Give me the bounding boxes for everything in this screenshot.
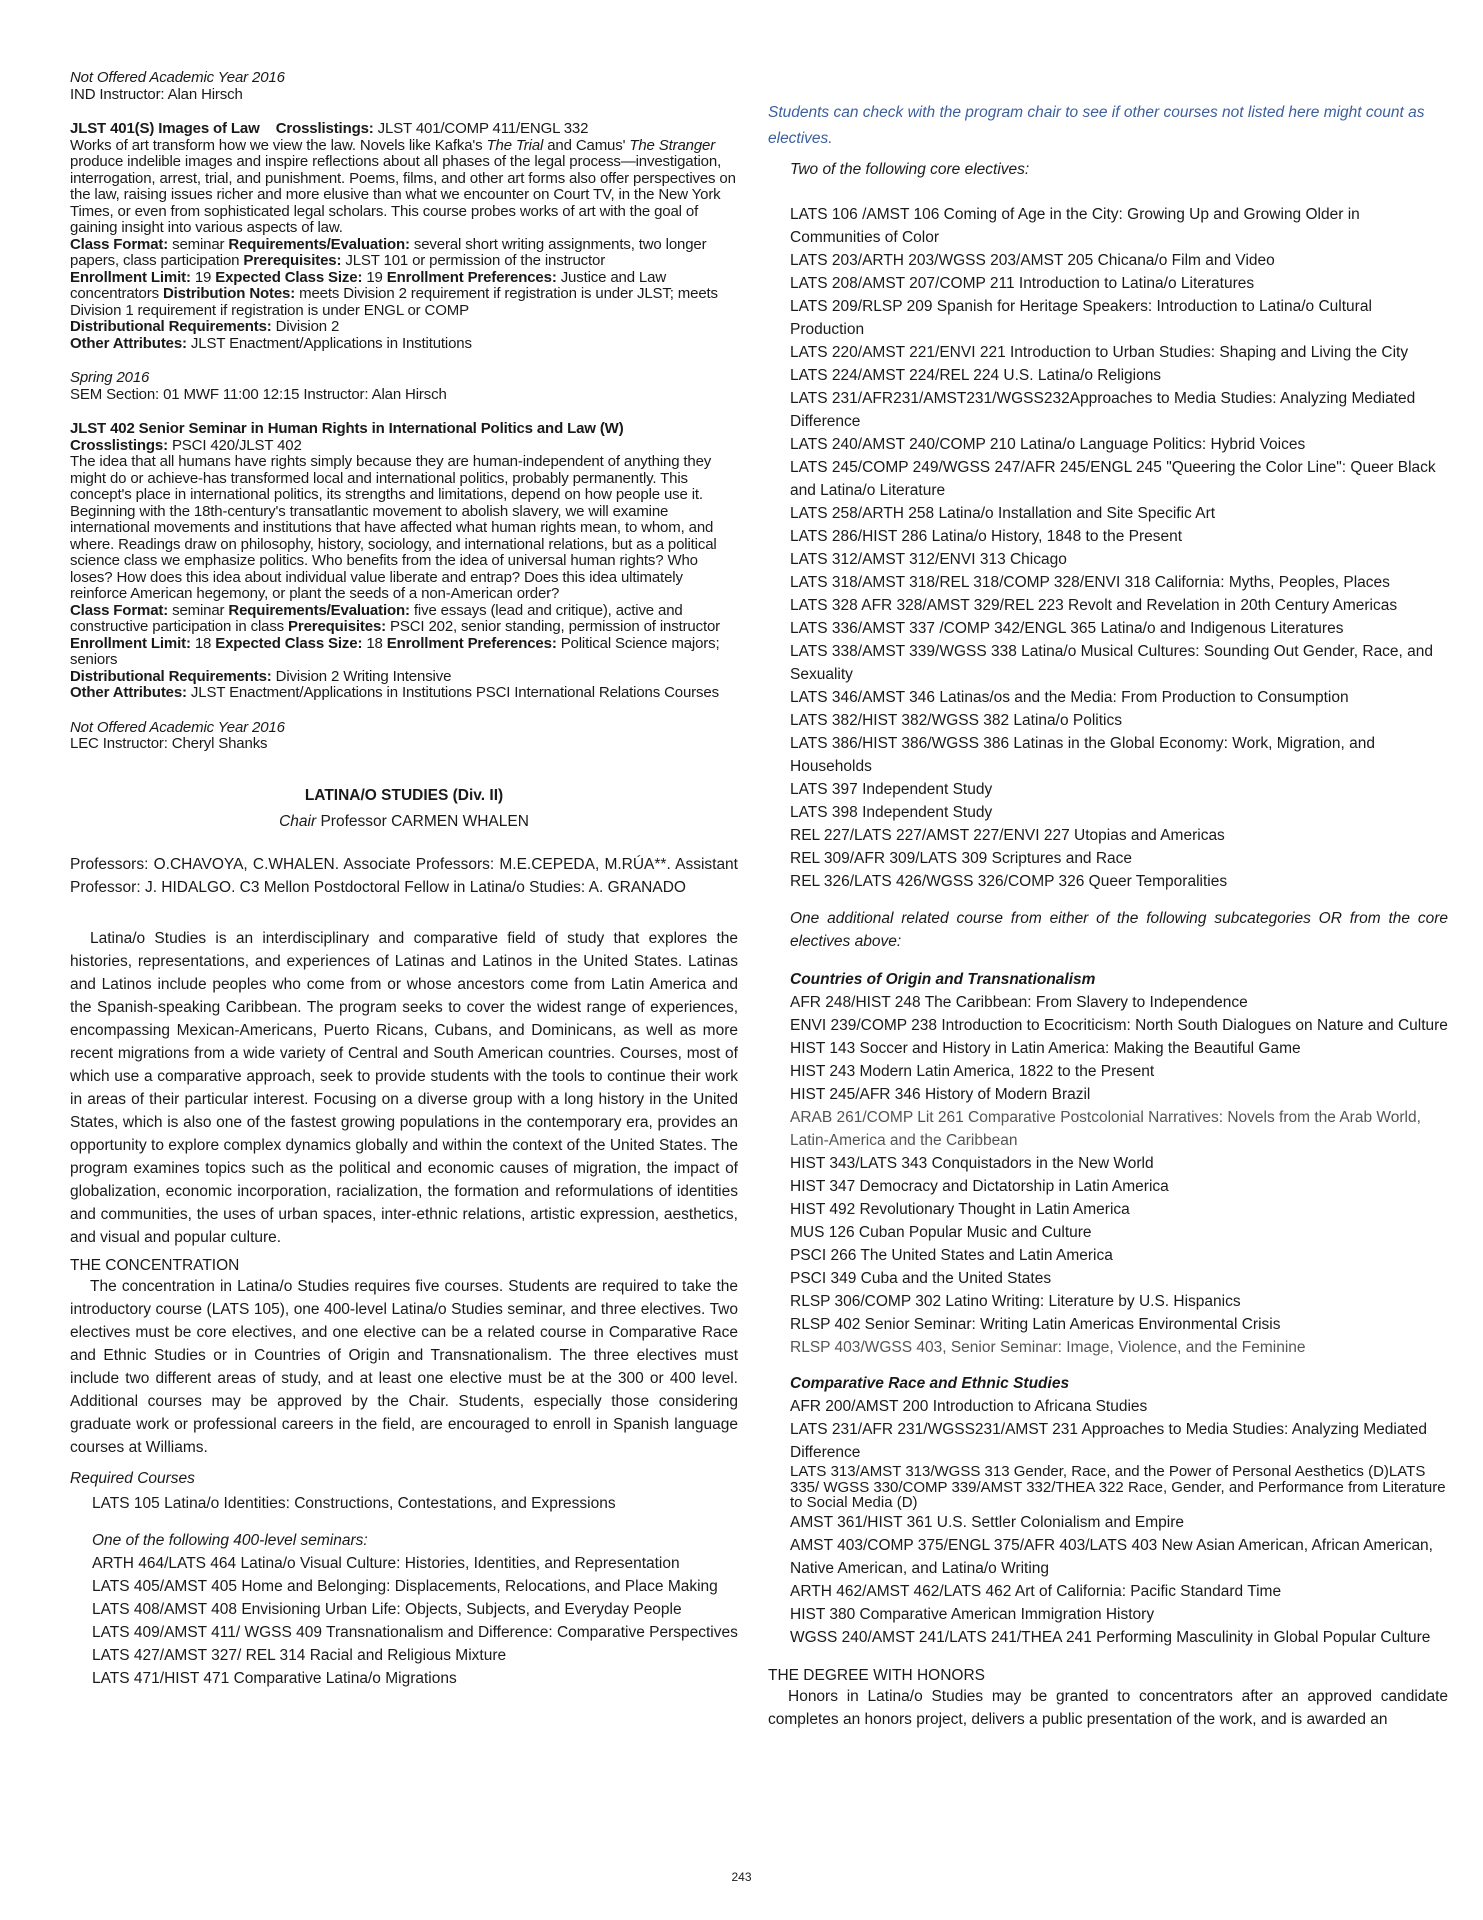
section-title: LATINA/O STUDIES (Div. II) (304, 786, 504, 804)
offering-line: SEM Section: 01 MWF 11:00 12:15 Instructor: Alan Hirsch (70, 385, 447, 403)
list-item: LATS 338/AMST 339/WGSS 338 Latina/o Musical Cultures: Sounding Out Gender, Race, and Sexuality (790, 643, 1434, 683)
course-description: Works of art transform how we view the law. Novels like Kafka's The Trial and Camus' The Stranger produce indelible images and inspire reflections about all phases of the legal process—investigation, interrogation, arrest, trial, and punishment. Poems, films, and other art forms also offer perspectives on the law, raising issues richer and more elusive than what we encounter on Court TV, in the New York Times, or even from sophisticated legal scholars. This course probes works of art with the goal of gaining insight into various aspects of law. (70, 136, 736, 236)
list-item: LATS 286/HIST 286 Latina/o History, 1848 to the Present (790, 528, 1183, 545)
list-item: LATS 398 Independent Study (790, 804, 993, 821)
list-item: LATS 409/AMST 411/ WGSS 409 Transnationalism and Difference: Comparative Perspectives (92, 1623, 738, 1641)
sem-offering (70, 370, 738, 403)
honors-paragraph: Honors in Latina/o Studies may be granted to concentrators after an approved candidate completes an honors project, delivers a public presentation of the work, and is awarded an (768, 1687, 1448, 1728)
chair-note: Students can check with the program chair to see if other courses not listed here might count as electives. (768, 104, 1425, 147)
distribution-line: Distributional Requirements: Division 2 (70, 318, 340, 335)
list-item: PSCI 266 The United States and Latin America (790, 1247, 1113, 1264)
list-item: AMST 403/COMP 375/ENGL 375/AFR 403/LATS 403 New Asian American, African American, Native American, and Latina/o Writing (790, 1536, 1433, 1577)
course-code: JLST 401(S) Images of Law (70, 120, 260, 137)
offering-status: Spring 2016 (70, 369, 150, 386)
required-course: LATS 105 Latina/o Identities: Constructions, Contestations, and Expressions (92, 1494, 616, 1512)
list-item: LATS 312/AMST 312/ENVI 313 Chicago (790, 551, 1067, 568)
list-item: LATS 336/AMST 337 /COMP 342/ENGL 365 Latina/o and Indigenous Literatures (790, 620, 1344, 637)
honors-heading: THE DEGREE WITH HONORS (768, 1666, 986, 1684)
list-item: REL 227/LATS 227/AMST 227/ENVI 227 Utopias and Americas (790, 827, 1225, 844)
related-heading: One additional related course from either of the following subcategories OR from the core electives above: (790, 910, 1448, 950)
countries-list (768, 991, 1448, 1359)
list-item: LATS 231/AFR231/AMST231/WGSS232Approaches to Media Studies: Analyzing Mediated Difference (790, 390, 1416, 430)
left-column (70, 70, 738, 1690)
intro-paragraph: Latina/o Studies is an interdisciplinary and comparative field of study that explores the histories, representations, and experiences of Latinas and Latinos in the United States. Latinas and Latinos include peoples who come from or whose ancestors come from Latin America and the Spanish-speaking Caribbean. The program seeks to cover the widest range of experiences, encompassing Mexican-Americans, Puerto Ricans, Cubans, and Dominicans, as well as more recent migrations from a wide variety of Central and South American countries. Courses, most of which use a comparative approach, seek to provide students with the tools to continue their work in areas of their particular interest. Focusing on a diverse group with a long history in the United States, which is also one of the fastest growing populations in the contemporary era, provides an opportunity to explore complex dynamics globally and within the context of the United States. The program examines topics such as the political and economic causes of migration, the impact of globalization, economic incorporation, racialization, the formation and reformulations of identities and communities, the uses of urban spaces, inter-ethnic relations, artistic expression, aesthetics, and visual and popular culture. (70, 929, 738, 1246)
list-item: LATS 231/AFR 231/WGSS231/AMST 231 Approaches to Media Studies: Analyzing Mediated Difference (790, 1421, 1428, 1461)
list-item: LATS 405/AMST 405 Home and Belonging: Displacements, Relocations, and Place Making (92, 1577, 718, 1595)
offering-line: IND Instructor: Alan Hirsch (70, 85, 243, 103)
list-item: HIST 143 Soccer and History in Latin America: Making the Beautiful Game (790, 1040, 1301, 1057)
page-number: 243 (731, 1870, 752, 1884)
right-column (768, 100, 1448, 1731)
list-item: HIST 343/LATS 343 Conquistadors in the New World (790, 1155, 1154, 1172)
core-electives-list (768, 203, 1448, 893)
list-item: LATS 203/ARTH 203/WGSS 203/AMST 205 Chicana/o Film and Video (790, 252, 1275, 269)
list-item: LATS 408/AMST 408 Envisioning Urban Life: Objects, Subjects, and Everyday People (92, 1600, 682, 1618)
list-item: LATS 346/AMST 346 Latinas/os and the Media: From Production to Consumption (790, 689, 1349, 706)
crosslistings-label: Crosslistings: (70, 436, 168, 454)
ind-offering (70, 70, 738, 103)
list-item: LATS 318/AMST 318/REL 318/COMP 328/ENVI 318 California: Myths, Peoples, Places (790, 574, 1390, 591)
list-item: REL 309/AFR 309/LATS 309 Scriptures and Race (790, 850, 1133, 867)
course-code: JLST 402 Senior Seminar in Human Rights in International Politics and Law (W) (70, 420, 624, 437)
core-heading: Two of the following core electives: (790, 161, 1030, 178)
course-details: Class Format: seminar Requirements/Evaluation: several short writing assignments, two longer papers, class participation Prerequisites: JLST 101 or permission of the instructor Enrollment Limit: 19 Expected Class Size: 19 Enrollment Preferences: Justice and Law concentrators Distribution Notes: meets Division 2 requirement if registration is under JLST; meets Division 1 requirement if registration is under ENGL or COMP (70, 235, 718, 319)
list-item: AFR 200/AMST 200 Introduction to Africana Studies (790, 1398, 1148, 1415)
list-item: PSCI 349 Cuba and the United States (790, 1270, 1052, 1287)
list-item: LATS 313/AMST 313/WGSS 313 Gender, Race, and the Power of Personal Aesthetics (D)LATS 335/ WGSS 330/COMP 339/AMST 332/THEA 322 Race, Gender, and Performance from Literature to Social Media (D) (790, 1463, 1446, 1511)
course-description: The idea that all humans have rights simply because they are human-independent of anything they might do or achieve-has transformed local and international politics, probably permanently. This concept's place in international politics, its strengths and limitations, depend on how people use it. Beginning with the 18th-century's transatlantic movement to abolish slavery, we will examine international movements and institutions that have affected what human rights mean, to whom, and where. Readings draw on philosophy, history, sociology, and international relations, but as a political science class we emphasize politics. Who benefits from the idea of universal human rights? Who loses? How does this idea about individual value liberate and entrap? Does this idea ultimately reinforce American hegemony, or plant the seeds of a non-American order? (70, 453, 717, 602)
list-item: ARAB 261/COMP Lit 261 Comparative Postcolonial Narratives: Novels from the Arab World, Latin-America and the Caribbean (790, 1109, 1421, 1149)
countries-heading: Countries of Origin and Transnationalism (790, 971, 1096, 988)
list-item: LATS 209/RLSP 209 Spanish for Heritage Speakers: Introduction to Latina/o Cultural Production (790, 298, 1372, 338)
faculty-list: Professors: O.CHAVOYA, C.WHALEN. Associate Professors: M.E.CEPEDA, M.RÚA**. Assistant Professor: J. HIDALGO. C3 Mellon Postdoctoral Fellow in Latina/o Studies: A. GRANADO (70, 855, 738, 896)
seminars-list (70, 1552, 738, 1690)
list-item: LATS 220/AMST 221/ENVI 221 Introduction to Urban Studies: Shaping and Living the City (790, 344, 1409, 361)
list-item: LATS 427/AMST 327/ REL 314 Racial and Religious Mixture (92, 1646, 507, 1664)
lec-offering (70, 720, 738, 753)
list-item: RLSP 306/COMP 302 Latino Writing: Literature by U.S. Hispanics (790, 1293, 1241, 1310)
concentration-heading: THE CONCENTRATION (70, 1256, 240, 1274)
list-item: HIST 492 Revolutionary Thought in Latin America (790, 1201, 1130, 1218)
list-item: LATS 328 AFR 328/AMST 329/REL 223 Revolt and Revelation in 20th Century Americas (790, 597, 1398, 614)
list-item: WGSS 240/AMST 241/LATS 241/THEA 241 Performing Masculinity in Global Popular Culture (790, 1628, 1431, 1646)
list-item: LATS 208/AMST 207/COMP 211 Introduction to Latina/o Literatures (790, 275, 1255, 292)
list-item: LATS 258/ARTH 258 Latina/o Installation and Site Specific Art (790, 505, 1216, 522)
list-item: ARTH 464/LATS 464 Latina/o Visual Culture: Histories, Identities, and Representation (92, 1554, 680, 1572)
list-item: ARTH 462/AMST 462/LATS 462 Art of California: Pacific Standard Time (790, 1582, 1282, 1600)
list-item: LATS 397 Independent Study (790, 781, 993, 798)
comparative-list (768, 1395, 1448, 1649)
list-item: LATS 245/COMP 249/WGSS 247/AFR 245/ENGL 245 "Queering the Color Line": Queer Black and Latina/o Literature (790, 459, 1436, 499)
list-item: LATS 106 /AMST 106 Coming of Age in the City: Growing Up and Growing Older in Communities of Color (790, 206, 1360, 246)
list-item: HIST 243 Modern Latin America, 1822 to the Present (790, 1063, 1155, 1080)
list-item: LATS 382/HIST 382/WGSS 382 Latina/o Politics (790, 712, 1122, 729)
crosslistings-value: PSCI 420/JLST 402 (167, 436, 302, 454)
list-item: ENVI 239/COMP 238 Introduction to Ecocriticism: North South Dialogues on Nature and Culture (790, 1017, 1448, 1034)
list-item: AMST 361/HIST 361 U.S. Settler Colonialism and Empire (790, 1513, 1184, 1531)
course-details: Class Format: seminar Requirements/Evaluation: five essays (lead and critique), active and constructive participation in class Prerequisites: PSCI 202, senior standing, permission of instructor Enrollment Limit: 18 Expected Class Size: 18 Enrollment Preferences: Political Science majors; seniors (70, 601, 721, 668)
course-jlst402 (70, 421, 738, 702)
list-item: LATS 471/HIST 471 Comparative Latina/o Migrations (92, 1669, 457, 1687)
list-item: REL 326/LATS 426/WGSS 326/COMP 326 Queer Temporalities (790, 873, 1228, 890)
list-item: LATS 240/AMST 240/COMP 210 Latina/o Language Politics: Hybrid Voices (790, 436, 1306, 453)
list-item: MUS 126 Cuban Popular Music and Culture (790, 1224, 1092, 1241)
list-item: LATS 224/AMST 224/REL 224 U.S. Latina/o Religions (790, 367, 1162, 384)
concentration-paragraph: The concentration in Latina/o Studies requires five courses. Students are required to take the introductory course (LATS 105), one 400-level Latina/o Studies seminar, and three electives. Two electives must be core electives, and one elective can be a related course in Comparative Race and Ethnic Studies or in Countries of Origin and Transnationalism. The three electives must include two different areas of study, and at least one elective must be at the 300 or 400 level. Additional courses may be approved by the Chair. Students, especially those considering graduate work or professional careers in the field, are encouraged to enroll in Spanish language courses at Williams. (70, 1277, 738, 1456)
list-item: RLSP 402 Senior Seminar: Writing Latin Americas Environmental Crisis (790, 1316, 1281, 1333)
list-item: HIST 245/AFR 346 History of Modern Brazil (790, 1086, 1091, 1103)
offering-status: Not Offered Academic Year 2016 (70, 69, 285, 86)
crosslistings-value: JLST 401/COMP 411/ENGL 332 (373, 120, 589, 137)
course-jlst401 (70, 121, 738, 352)
list-item: RLSP 403/WGSS 403, Senior Seminar: Image, Violence, and the Feminine (790, 1339, 1306, 1356)
list-item: AFR 248/HIST 248 The Caribbean: From Slavery to Independence (790, 994, 1248, 1011)
list-item: HIST 380 Comparative American Immigration History (790, 1605, 1155, 1623)
offering-line: LEC Instructor: Cheryl Shanks (70, 735, 268, 752)
attributes-line: Other Attributes: JLST Enactment/Applications in Institutions PSCI International Relations Courses (70, 684, 719, 701)
seminars-heading: One of the following 400-level seminars: (92, 1531, 368, 1549)
distribution-line: Distributional Requirements: Division 2 Writing Intensive (70, 667, 452, 685)
list-item: LATS 386/HIST 386/WGSS 386 Latinas in the Global Economy: Work, Migration, and Households (790, 735, 1375, 775)
section-chair: Chair Professor CARMEN WHALEN (279, 812, 529, 830)
comparative-heading: Comparative Race and Ethnic Studies (790, 1375, 1070, 1392)
attributes-line: Other Attributes: JLST Enactment/Applications in Institutions (70, 334, 472, 352)
required-heading: Required Courses (70, 1469, 195, 1487)
offering-status: Not Offered Academic Year 2016 (70, 718, 285, 736)
list-item: HIST 347 Democracy and Dictatorship in Latin America (790, 1178, 1169, 1195)
crosslistings-label: Crosslistings: (275, 120, 374, 137)
